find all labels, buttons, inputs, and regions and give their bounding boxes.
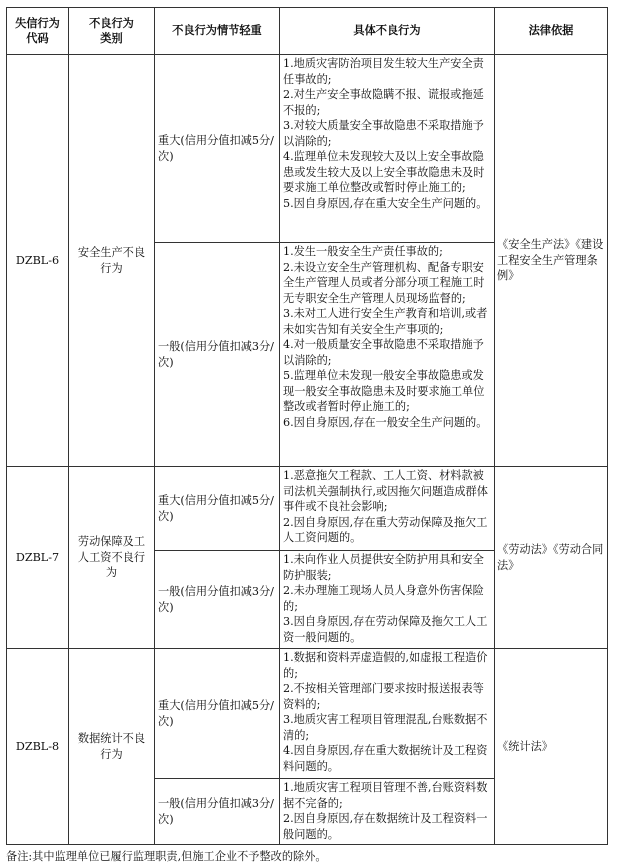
legal-basis: 《劳动法》《劳动合同法》 xyxy=(495,467,608,649)
behavior-category: 安全生产不良行为 xyxy=(69,55,155,467)
list-item: 2.因自身原因,存在数据统计及工程资料一般问题的。 xyxy=(283,812,488,841)
behavior-category: 劳动保障及工人工资不良行为 xyxy=(69,467,155,649)
list-item: 2.不按相关管理部门要求按时报送报表等资料的; xyxy=(283,682,484,711)
table-footnote: 备注:其中监理单位已履行监理职责,但施工企业不予整改的除外。 xyxy=(6,850,327,863)
severity-level: 重大(信用分值扣减5分/次) xyxy=(155,649,280,779)
list-item: 4.监理单位未发现较大及以上安全事故隐患或发生较大及以上安全事故隐患未及时要求施工单位整改或暂时停止施工的; xyxy=(283,150,485,194)
severity-level: 一般(信用分值扣减3分/次) xyxy=(155,779,280,845)
list-item: 4.对一般质量安全事故隐患不采取措施予以消除的; xyxy=(283,338,484,367)
severity-level: 重大(信用分值扣减5分/次) xyxy=(155,467,280,551)
table-row xyxy=(7,649,608,779)
header-behavior: 具体不良行为 xyxy=(280,8,495,55)
behavior-items xyxy=(280,55,495,243)
legal-basis: 《安全生产法》《建设工程安全生产管理条例》 xyxy=(495,55,608,467)
list-item: 1.发生一般安全生产责任事故的; xyxy=(283,245,443,258)
header-law: 法律依据 xyxy=(495,8,608,55)
credit-table xyxy=(6,7,608,845)
list-item: 3.对较大质量安全事故隐患不采取措施予以消除的; xyxy=(283,119,484,148)
list-item: 5.监理单位未发现一般安全事故隐患或发现一般安全事故隐患未及时要求施工单位整改或者暂时停止施工的; xyxy=(283,369,485,413)
behavior-items xyxy=(280,649,495,779)
behavior-code: DZBL-8 xyxy=(7,649,69,845)
behavior-code: DZBL-6 xyxy=(7,55,69,467)
behavior-items xyxy=(280,551,495,649)
behavior-items xyxy=(280,779,495,845)
header-code: 失信行为 代码 xyxy=(7,8,69,55)
list-item: 1.地质灾害工程项目管理不善,台账资料数据不完备的; xyxy=(283,781,488,810)
list-item: 2.未设立安全生产管理机构、配备专职安全生产管理人员或者分部分项工程施工时无专职安全生产管理人员现场监督的; xyxy=(283,260,485,305)
list-item: 5.因自身原因,存在重大安全生产问题的。 xyxy=(283,196,488,210)
list-item: 2.未办理施工现场人员人身意外伤害保险的; xyxy=(283,584,484,613)
list-item: 3.未对工人进行安全生产教育和培训,或者未如实告知有关安全生产事项的; xyxy=(283,307,488,336)
behavior-code: DZBL-7 xyxy=(7,467,69,649)
list-item: 1.未向作业人员提供安全防护用具和安全防护服装; xyxy=(283,553,484,582)
list-item: 3.因自身原因,存在劳动保障及拖欠工人工资一般问题的。 xyxy=(283,615,488,644)
list-item: 4.因自身原因,存在重大数据统计及工程资料问题的。 xyxy=(283,744,488,773)
severity-level: 重大(信用分值扣减5分/次) xyxy=(155,55,280,243)
list-item: 1.地质灾害防治项目发生较大生产安全责任事故的; xyxy=(283,57,484,86)
severity-level: 一般(信用分值扣减3分/次) xyxy=(155,551,280,649)
behavior-items xyxy=(280,467,495,551)
list-item: 1.恶意拖欠工程款、工人工资、材料款被司法机关强制执行,或因拖欠问题造成群体事件或不良社会影响; xyxy=(283,469,488,513)
legal-basis: 《统计法》 xyxy=(495,649,608,845)
list-item: 2.对生产安全事故隐瞒不报、谎报或拖延不报的; xyxy=(283,88,484,117)
list-item: 3.地质灾害工程项目管理混乱,台账数据不清的; xyxy=(283,713,488,742)
list-item: 1.数据和资料弄虚造假的,如虚报工程造价的; xyxy=(283,651,488,680)
severity-level: 一般(信用分值扣减3分/次) xyxy=(155,243,280,467)
list-item: 6.因自身原因,存在一般安全生产问题的。 xyxy=(283,415,488,429)
table-row xyxy=(7,467,608,551)
header-row xyxy=(7,8,608,55)
header-severity: 不良行为情节轻重 xyxy=(155,8,280,55)
table-row xyxy=(7,55,608,243)
behavior-items xyxy=(280,243,495,467)
header-category: 不良行为 类别 xyxy=(69,8,155,55)
behavior-category: 数据统计不良行为 xyxy=(69,649,155,845)
list-item: 2.因自身原因,存在重大劳动保障及拖欠工人工资问题的。 xyxy=(283,515,488,544)
